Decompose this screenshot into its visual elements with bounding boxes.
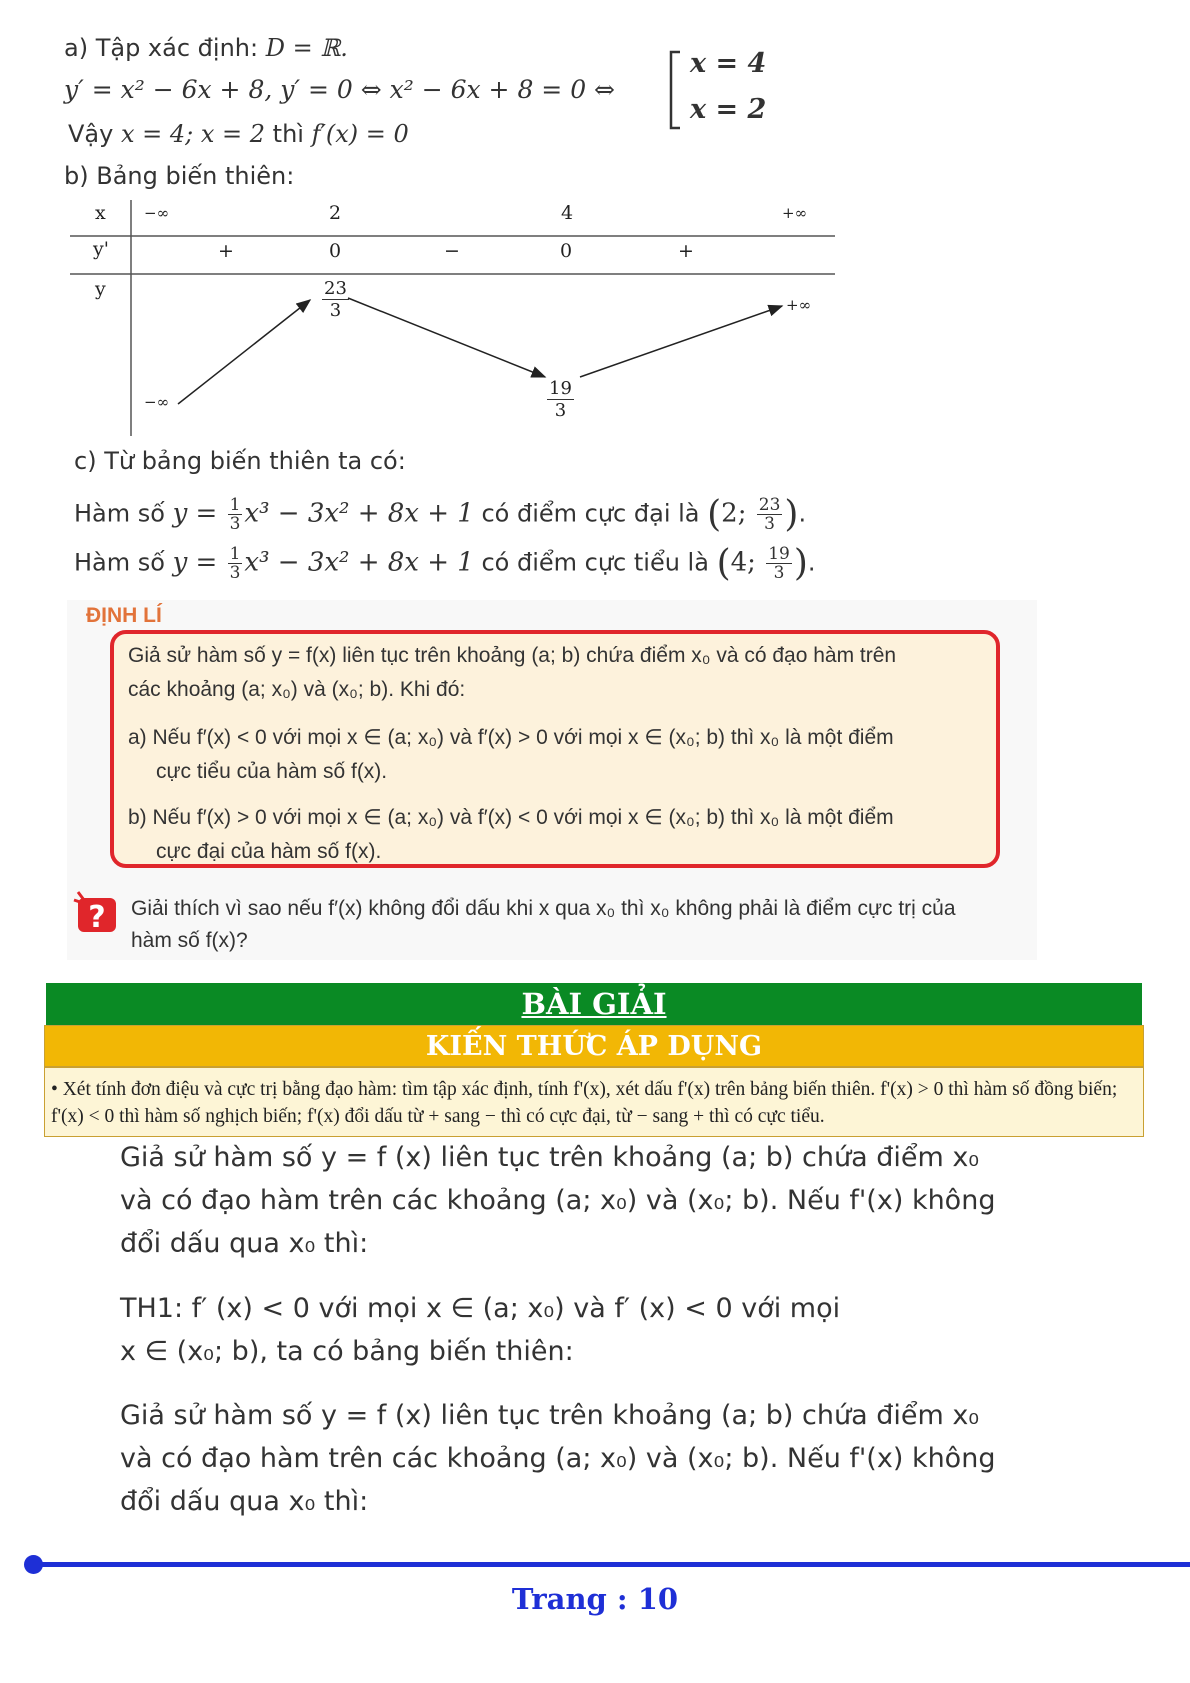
solution-x4: x = 4: [690, 48, 767, 79]
min-num: 19: [549, 378, 572, 399]
part-a-label: a) Tập xác định:: [64, 34, 266, 62]
x-neg-inf: −∞: [144, 204, 170, 222]
para3-line2: và có đạo hàm trên các khoảng (a; x₀) và (x₀; b). Nếu f'(x) không: [120, 1443, 996, 1474]
conclusion-math: x = 4; x = 2: [120, 120, 266, 148]
max-point-num: 23: [758, 495, 781, 515]
min-point: 4;: [730, 547, 765, 578]
arrow-up-2: [580, 306, 782, 377]
y-neg-inf: −∞: [144, 393, 170, 411]
svg-text:?: ?: [88, 900, 106, 935]
min-func-a: y =: [172, 547, 226, 578]
sign-minus: −: [444, 240, 460, 262]
coef-den: 3: [229, 514, 241, 534]
min-point-fraction: [766, 545, 792, 582]
part-c-label: c) Từ bảng biến thiên ta có:: [74, 447, 406, 475]
question-line-2: hàm số f(x)?: [131, 929, 248, 952]
y-pos-inf: +∞: [786, 296, 812, 314]
solution-banner: [46, 983, 1142, 1025]
theorem-line-6: cực đại của hàm số f(x).: [156, 840, 382, 863]
max-num: 23: [324, 278, 347, 299]
min-line-mid: có điểm cực tiểu là: [473, 548, 717, 577]
x-value-2: 2: [329, 202, 342, 224]
max-func-a: y =: [172, 498, 226, 529]
coef-num-2: 1: [229, 544, 241, 564]
question-icon: [72, 890, 120, 936]
para1-line3: đổi dấu qua x₀ thì:: [120, 1228, 369, 1259]
row-label-y: y: [95, 278, 106, 300]
part-c-max-line: Hàm số y = $\frac{1}{3}$ x³ − 3x² + 8x + 1 có điểm cực đại là (2; $\frac{23}{3}$ ).: [74, 494, 807, 535]
coef-num: 1: [229, 495, 241, 515]
para2-line2: x ∈ (x₀; b), ta có bảng biến thiên:: [120, 1336, 574, 1367]
min-value-fraction: [547, 378, 574, 421]
para1-line1: Giả sử hàm số y = f (x) liên tục trên khoảng (a; b) chứa điểm x₀: [120, 1142, 980, 1173]
max-den: 3: [329, 300, 342, 321]
coef-den-2: 3: [229, 563, 241, 583]
variation-table-lines: [0, 0, 1190, 450]
question-line-1: Giải thích vì sao nếu f′(x) không đổi dấu khi x qua x₀ thì x₀ không phải là điểm cực trị của: [131, 897, 956, 920]
page-number: Trang : 10: [511, 1582, 679, 1616]
max-line-mid: có điểm cực đại là: [473, 499, 708, 528]
x-value-4: 4: [561, 202, 574, 224]
min-point-den: 3: [773, 563, 785, 583]
knowledge-banner: KIẾN THỨC ÁP DỤNG: [44, 1025, 1144, 1067]
max-point-den: 3: [764, 514, 775, 534]
theorem-title: ĐỊNH LÍ: [86, 604, 162, 627]
derivative-text: y′ = x² − 6x + 8, y′ = 0 ⇔ x² − 6x + 8 = 0 ⇔: [64, 75, 615, 104]
conclusion-end: f′(x) = 0: [311, 120, 409, 148]
sign-plus-2: +: [678, 240, 694, 262]
theorem-line-3: a) Nếu f′(x) < 0 với mọi x ∈ (a; x₀) và f′(x) > 0 với mọi x ∈ (x₀; b) thì x₀ là một điểm: [128, 726, 894, 749]
theorem-line-2: các khoảng (a; x₀) và (x₀; b). Khi đó:: [128, 678, 466, 701]
min-point-num: 19: [768, 544, 790, 564]
x-pos-inf: +∞: [782, 204, 808, 222]
max-func-b: x³ − 3x² + 8x + 1: [244, 498, 474, 529]
theorem-line-4: cực tiểu của hàm số f(x).: [156, 760, 388, 783]
theorem-line-1: Giả sử hàm số y = f(x) liên tục trên khoảng (a; b) chứa điểm x₀ và có đạo hàm trên: [128, 644, 897, 667]
arrow-up-1: [178, 300, 310, 404]
max-coef-fraction: [228, 496, 243, 533]
para2-line1: TH1: f′ (x) < 0 với mọi x ∈ (a; x₀) và f′ (x) < 0 với mọi: [120, 1293, 841, 1324]
min-den: 3: [554, 400, 567, 421]
min-func-b: x³ − 3x² + 8x + 1: [244, 547, 474, 578]
row-label-x: x: [95, 202, 106, 224]
conclusion-prefix: Vậy: [68, 120, 121, 148]
sign-plus-1: +: [218, 240, 234, 262]
theorem-line-5: b) Nếu f′(x) > 0 với mọi x ∈ (a; x₀) và f′(x) < 0 với mọi x ∈ (x₀; b) thì x₀ là một điểm: [128, 806, 894, 829]
min-coef-fraction: [228, 545, 243, 582]
para3-line1: Giả sử hàm số y = f (x) liên tục trên khoảng (a; b) chứa điểm x₀: [120, 1400, 980, 1431]
part-b-label: b) Bảng biến thiên:: [64, 162, 295, 190]
row-label-yprime: y': [93, 238, 109, 260]
para1-line2: và có đạo hàm trên các khoảng (a; x₀) và (x₀; b). Nếu f'(x) không: [120, 1185, 996, 1216]
conclusion-mid: thì: [265, 120, 312, 148]
min-line-prefix: Hàm số: [74, 548, 173, 577]
footer-dot: [24, 1555, 43, 1574]
solution-x2: x = 2: [690, 94, 767, 125]
knowledge-text: • Xét tính đơn điệu và cực trị bằng đạo hàm: tìm tập xác định, tính f'(x), xét dấu f'(x) trên bảng biến thiên. f'(x) > 0 thì hàm số đồng biến; f'(x) < 0 thì hàm số nghịch biến; f'(x) đổi dấu từ + sang − thì có cực đại, từ − sang + thì có cực tiểu.: [44, 1067, 1144, 1137]
max-line-prefix: Hàm số: [74, 499, 173, 528]
para3-line3: đổi dấu qua x₀ thì:: [120, 1486, 369, 1517]
solution-banner-text: BÀI GIẢI: [521, 987, 667, 1021]
sign-zero-1: 0: [329, 240, 342, 262]
footer-rule: [32, 1562, 1190, 1567]
max-point: 2;: [721, 498, 755, 529]
max-value-fraction: [322, 278, 349, 321]
part-c-min-line: Hàm số y = $\frac{1}{3}$ x³ − 3x² + 8x + 1 có điểm cực tiểu là (4; $\frac{19}{3}$ ).: [74, 543, 816, 584]
sign-zero-2: 0: [560, 240, 573, 262]
arrow-down: [348, 298, 545, 377]
max-point-fraction: [757, 496, 783, 533]
domain-expression: D = ℝ.: [265, 34, 348, 62]
